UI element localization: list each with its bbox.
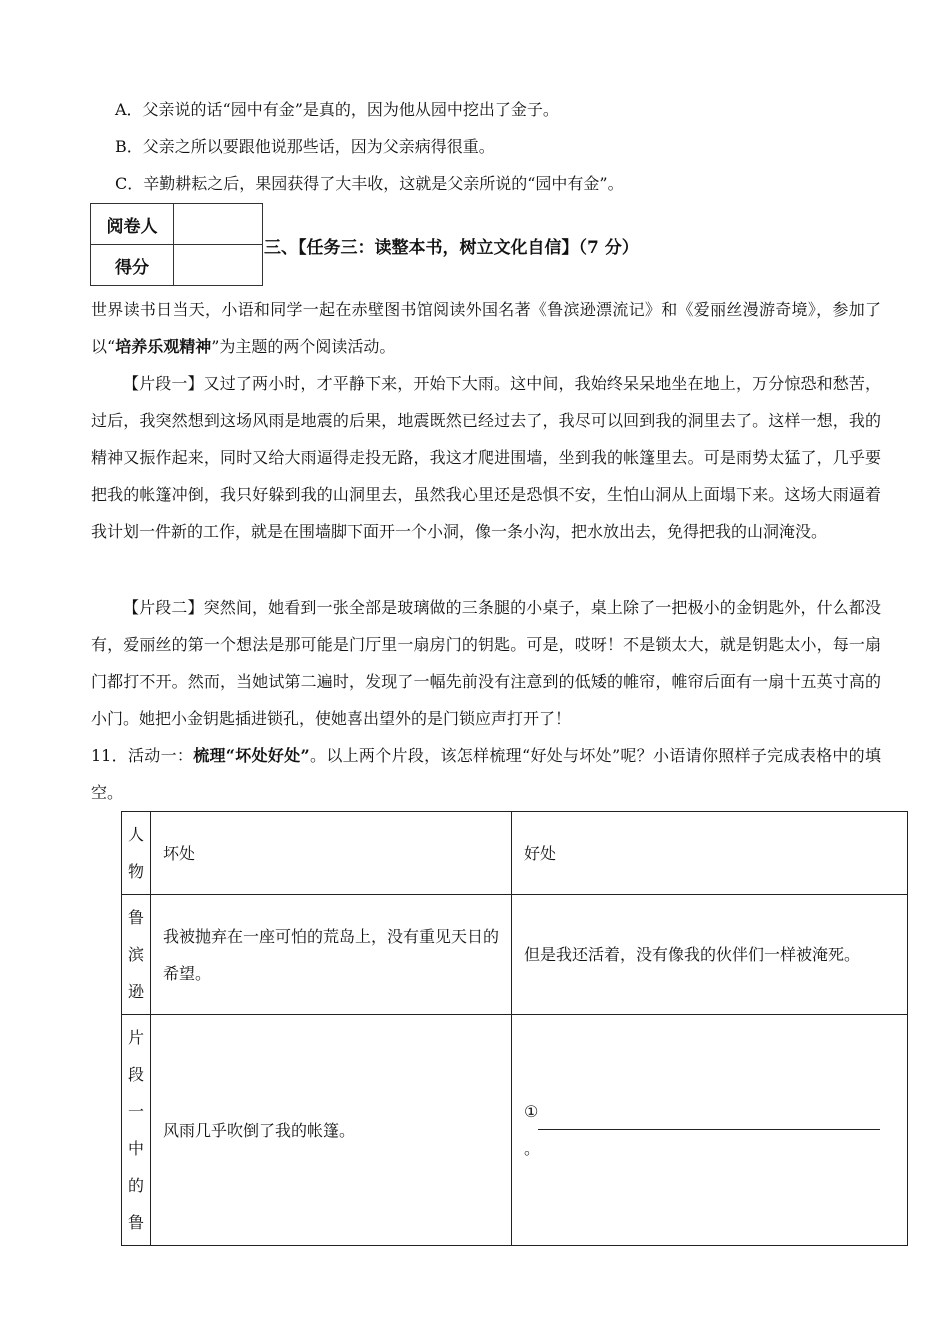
intro-text-after: ”为主题的两个阅读活动。: [211, 337, 396, 356]
answer-blank-line[interactable]: [538, 1109, 880, 1130]
excerpt-one: [91, 365, 881, 550]
question-bold: 梳理“坏处好处”: [193, 746, 310, 765]
row2-good-answer[interactable]: [512, 1015, 908, 1246]
reviewer-label: 阅卷人: [91, 204, 174, 245]
header-person: 人物: [122, 812, 151, 895]
reviewer-field[interactable]: [174, 204, 263, 245]
table-header-row: [122, 812, 908, 895]
intro-text-before: 世界读书日当天，小语和同学一起在赤壁图书馆阅读外国名著《鲁滨逊漂流记》和《爱丽丝漫游奇境》，参加了以“: [91, 300, 881, 356]
score-field[interactable]: [174, 245, 263, 286]
row1-bad: 我被抛弃在一座可怕的荒岛上，没有重见天日的希望。: [151, 895, 512, 1015]
intro-bold: 培养乐观精神: [115, 337, 212, 356]
excerpt-two: [91, 589, 881, 737]
row1-good: 但是我还活着，没有像我的伙伴们一样被淹死。: [512, 895, 908, 1015]
answer-end-period: 。: [524, 1139, 541, 1158]
intro-paragraph: [91, 291, 881, 365]
question-number: 11．活动一：: [91, 746, 194, 765]
row2-bad: 风雨几乎吹倒了我的帐篷。: [151, 1015, 512, 1246]
question-11: [91, 737, 881, 811]
option-b: B．父亲之所以要跟他说那些话，因为父亲病得很重。: [115, 137, 495, 156]
question-text: 。以上两个片段，该怎样梳理“好处与坏处”呢？小语请你照样子完成表格中的填空。: [91, 746, 881, 802]
option-c: C．辛勤耕耘之后，果园获得了大丰收，这就是父亲所说的“园中有金”。: [115, 174, 624, 193]
excerpt-one-text: 又过了两小时，才平静下来，开始下大雨。这中间，我始终呆呆地坐在地上，万分惊恐和愁苦，过后，我突然想到这场风雨是地震的后果，地震既然已经过去了，我尽可以回到我的洞里去了。这样一想，我的精神又振作起来，同时又给大雨逼得走投无路，我这才爬进围墙，坐到我的帐篷里去。可是雨势太猛了，几乎要把我的帐篷冲倒，我只好躲到我的山洞里去，虽然我心里还是恐惧不安，生怕山洞从上面塌下来。这场大雨逼着我计划一件新的工作，就是在围墙脚下面开一个小洞，像一条小沟，把水放出去，免得把我的山洞淹没。: [91, 374, 881, 541]
excerpt-two-text: 突然间，她看到一张全部是玻璃做的三条腿的小桌子，桌上除了一把极小的金钥匙外，什么都没有，爱丽丝的第一个想法是那可能是门厅里一扇房门的钥匙。可是，哎呀！不是锁太大，就是钥匙太小，每一扇门都打不开。然而，当她试第二遍时，发现了一幅先前没有注意到的低矮的帷帘，帷帘后面有一扇十五英寸高的小门。她把小金钥匙插进锁孔，使她喜出望外的是门锁应声打开了！: [91, 598, 881, 728]
header-bad: 坏处: [151, 812, 512, 895]
row2-person: 片段一中的鲁: [122, 1015, 151, 1246]
table-row: [122, 1015, 908, 1246]
score-label: 得分: [91, 245, 174, 286]
fill-in-table: [121, 811, 908, 1246]
table-row: [122, 895, 908, 1015]
excerpt-one-label: 【片段一】: [123, 374, 204, 393]
option-a: A．父亲说的话“园中有金”是真的，因为他从园中挖出了金子。: [115, 100, 559, 119]
score-box: [90, 203, 263, 286]
answer-marker: ①: [524, 1102, 539, 1121]
header-good: 好处: [512, 812, 908, 895]
section-title: 三、【任务三：读整本书，树立文化自信】（7 分）: [264, 238, 639, 258]
excerpt-two-label: 【片段二】: [123, 598, 204, 617]
row1-person: 鲁滨逊: [122, 895, 151, 1015]
